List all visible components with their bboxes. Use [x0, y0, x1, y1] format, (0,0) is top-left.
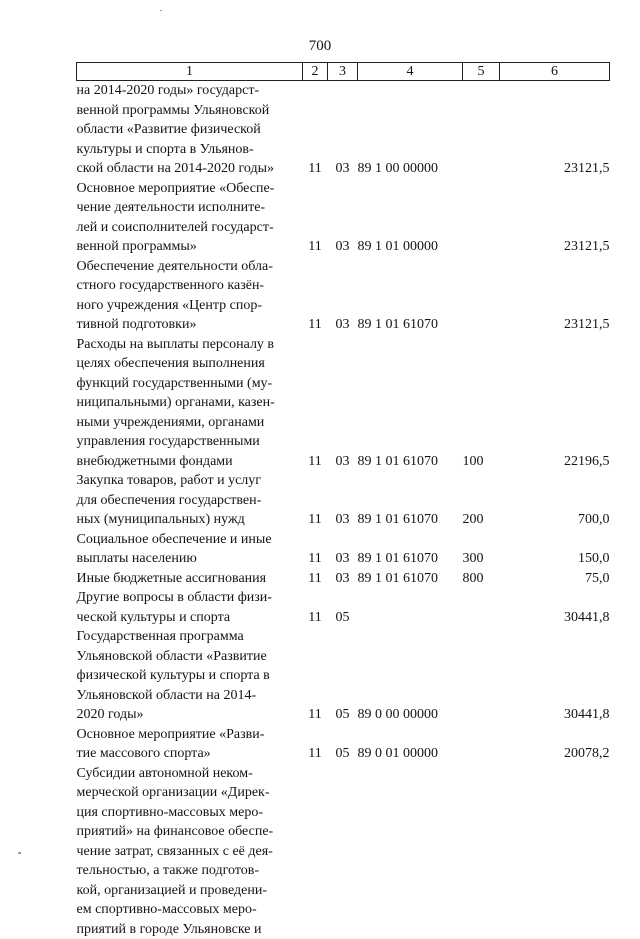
row-description: [77, 627, 303, 725]
description-line: Обеспечение деятельности обла-: [77, 257, 303, 277]
expense-type-code: [463, 81, 500, 179]
header-col-1: 1: [77, 63, 303, 81]
description-line: целях обеспечения выполнения: [77, 354, 303, 374]
description-line: управления государственными: [77, 432, 303, 452]
table-row: [77, 530, 610, 569]
amount-value: 23121,5: [500, 81, 610, 179]
description-line: чение затрат, связанных с её дея-: [77, 842, 303, 862]
section-code: 11: [303, 257, 328, 335]
section-code: 11: [303, 179, 328, 257]
header-col-5: 5: [463, 63, 500, 81]
target-article-code: [358, 764, 463, 939]
description-line: лей и соисполнителей государст-: [77, 218, 303, 238]
subsection-code: 03: [328, 569, 358, 589]
table-row: [77, 627, 610, 725]
table-row: [77, 335, 610, 472]
description-line: внебюджетными фондами: [77, 452, 303, 472]
section-code: 11: [303, 725, 328, 764]
section-code: 11: [303, 471, 328, 530]
description-line: Основное мероприятие «Обеспе-: [77, 179, 303, 199]
row-description: [77, 569, 303, 589]
target-article-code: [358, 588, 463, 627]
expense-type-code: 100: [463, 335, 500, 472]
section-code: 11: [303, 335, 328, 472]
subsection-code: 05: [328, 588, 358, 627]
description-line: физической культуры и спорта в: [77, 666, 303, 686]
table-row: [77, 179, 610, 257]
amount-value: 150,0: [500, 530, 610, 569]
amount-value: 20078,2: [500, 725, 610, 764]
subsection-code: [328, 764, 358, 939]
row-description: [77, 179, 303, 257]
section-code: 11: [303, 81, 328, 179]
description-line: функций государственными (му-: [77, 374, 303, 394]
row-description: [77, 335, 303, 472]
expense-type-code: [463, 588, 500, 627]
row-description: [77, 471, 303, 530]
page-number: 700: [0, 38, 640, 55]
description-line: ниципальными) органами, казен-: [77, 393, 303, 413]
description-line: венной программы Ульяновской: [77, 101, 303, 121]
target-article-code: 89 1 01 61070: [358, 569, 463, 589]
amount-value: 23121,5: [500, 257, 610, 335]
section-code: 11: [303, 530, 328, 569]
description-line: 2020 годы»: [77, 705, 303, 725]
table-row: [77, 81, 610, 179]
description-line: Субсидии автономной неком-: [77, 764, 303, 784]
description-line: выплаты населению: [77, 549, 303, 569]
target-article-code: 89 0 00 00000: [358, 627, 463, 725]
description-line: чение деятельности исполните-: [77, 198, 303, 218]
description-line: Закупка товаров, работ и услуг: [77, 471, 303, 491]
description-line: приятий» на финансовое обеспе-: [77, 822, 303, 842]
subsection-code: 03: [328, 179, 358, 257]
header-col-6: 6: [500, 63, 610, 81]
table-header-row: [77, 63, 610, 81]
amount-value: 22196,5: [500, 335, 610, 472]
description-line: на 2014-2020 годы» государст-: [77, 81, 303, 101]
table-row: [77, 471, 610, 530]
row-description: [77, 81, 303, 179]
description-line: Основное мероприятие «Разви-: [77, 725, 303, 745]
target-article-code: 89 1 01 61070: [358, 471, 463, 530]
expense-type-code: [463, 725, 500, 764]
description-line: Социальное обеспечение и иные: [77, 530, 303, 550]
expense-type-code: [463, 179, 500, 257]
row-description: [77, 725, 303, 764]
description-line: ными учреждениями, органами: [77, 413, 303, 433]
budget-table: [76, 62, 610, 939]
row-description: [77, 257, 303, 335]
description-line: ем спортивно-массовых меро-: [77, 900, 303, 920]
header-col-3: 3: [328, 63, 358, 81]
scan-speck: [160, 10, 162, 11]
description-line: Иные бюджетные ассигнования: [77, 569, 303, 589]
table-row: [77, 588, 610, 627]
target-article-code: 89 1 01 00000: [358, 179, 463, 257]
description-line: Государственная программа: [77, 627, 303, 647]
target-article-code: 89 1 00 00000: [358, 81, 463, 179]
subsection-code: 03: [328, 257, 358, 335]
section-code: 11: [303, 588, 328, 627]
subsection-code: 05: [328, 627, 358, 725]
amount-value: 30441,8: [500, 588, 610, 627]
description-line: для обеспечения государствен-: [77, 491, 303, 511]
amount-value: 30441,8: [500, 627, 610, 725]
description-line: тивной подготовки»: [77, 315, 303, 335]
description-line: культуры и спорта в Ульянов-: [77, 140, 303, 160]
section-code: [303, 764, 328, 939]
table-row: [77, 257, 610, 335]
amount-value: [500, 764, 610, 939]
description-line: ного учреждения «Центр спор-: [77, 296, 303, 316]
expense-type-code: 300: [463, 530, 500, 569]
description-line: ция спортивно-массовых меро-: [77, 803, 303, 823]
row-description: [77, 530, 303, 569]
section-code: 11: [303, 569, 328, 589]
expense-type-code: 800: [463, 569, 500, 589]
subsection-code: 03: [328, 530, 358, 569]
description-line: кой, организацией и проведени-: [77, 881, 303, 901]
description-line: ных (муниципальных) нужд: [77, 510, 303, 530]
amount-value: 75,0: [500, 569, 610, 589]
subsection-code: 03: [328, 335, 358, 472]
header-col-2: 2: [303, 63, 328, 81]
description-line: приятий в городе Ульяновске и: [77, 920, 303, 939]
description-line: тие массового спорта»: [77, 744, 303, 764]
description-line: Ульяновской области «Развитие: [77, 647, 303, 667]
description-line: ческой культуры и спорта: [77, 608, 303, 628]
target-article-code: 89 1 01 61070: [358, 335, 463, 472]
description-line: области «Развитие физической: [77, 120, 303, 140]
expense-type-code: [463, 257, 500, 335]
table-body: [77, 81, 610, 939]
description-line: Расходы на выплаты персоналу в: [77, 335, 303, 355]
table-row: [77, 569, 610, 589]
expense-type-code: [463, 627, 500, 725]
target-article-code: 89 0 01 00000: [358, 725, 463, 764]
description-line: тельностью, а также подготов-: [77, 861, 303, 881]
subsection-code: 05: [328, 725, 358, 764]
row-description: [77, 764, 303, 939]
target-article-code: 89 1 01 61070: [358, 257, 463, 335]
section-code: 11: [303, 627, 328, 725]
expense-type-code: [463, 764, 500, 939]
row-description: [77, 588, 303, 627]
description-line: стного государственного казён-: [77, 276, 303, 296]
table-row: [77, 725, 610, 764]
description-line: Ульяновской области на 2014-: [77, 686, 303, 706]
expense-type-code: 200: [463, 471, 500, 530]
subsection-code: 03: [328, 471, 358, 530]
table-row: [77, 764, 610, 939]
scan-speck: [18, 852, 21, 854]
subsection-code: 03: [328, 81, 358, 179]
description-line: Другие вопросы в области физи-: [77, 588, 303, 608]
header-col-4: 4: [358, 63, 463, 81]
description-line: венной программы»: [77, 237, 303, 257]
target-article-code: 89 1 01 61070: [358, 530, 463, 569]
amount-value: 23121,5: [500, 179, 610, 257]
description-line: мерческой организации «Дирек-: [77, 783, 303, 803]
description-line: ской области на 2014-2020 годы»: [77, 159, 303, 179]
amount-value: 700,0: [500, 471, 610, 530]
